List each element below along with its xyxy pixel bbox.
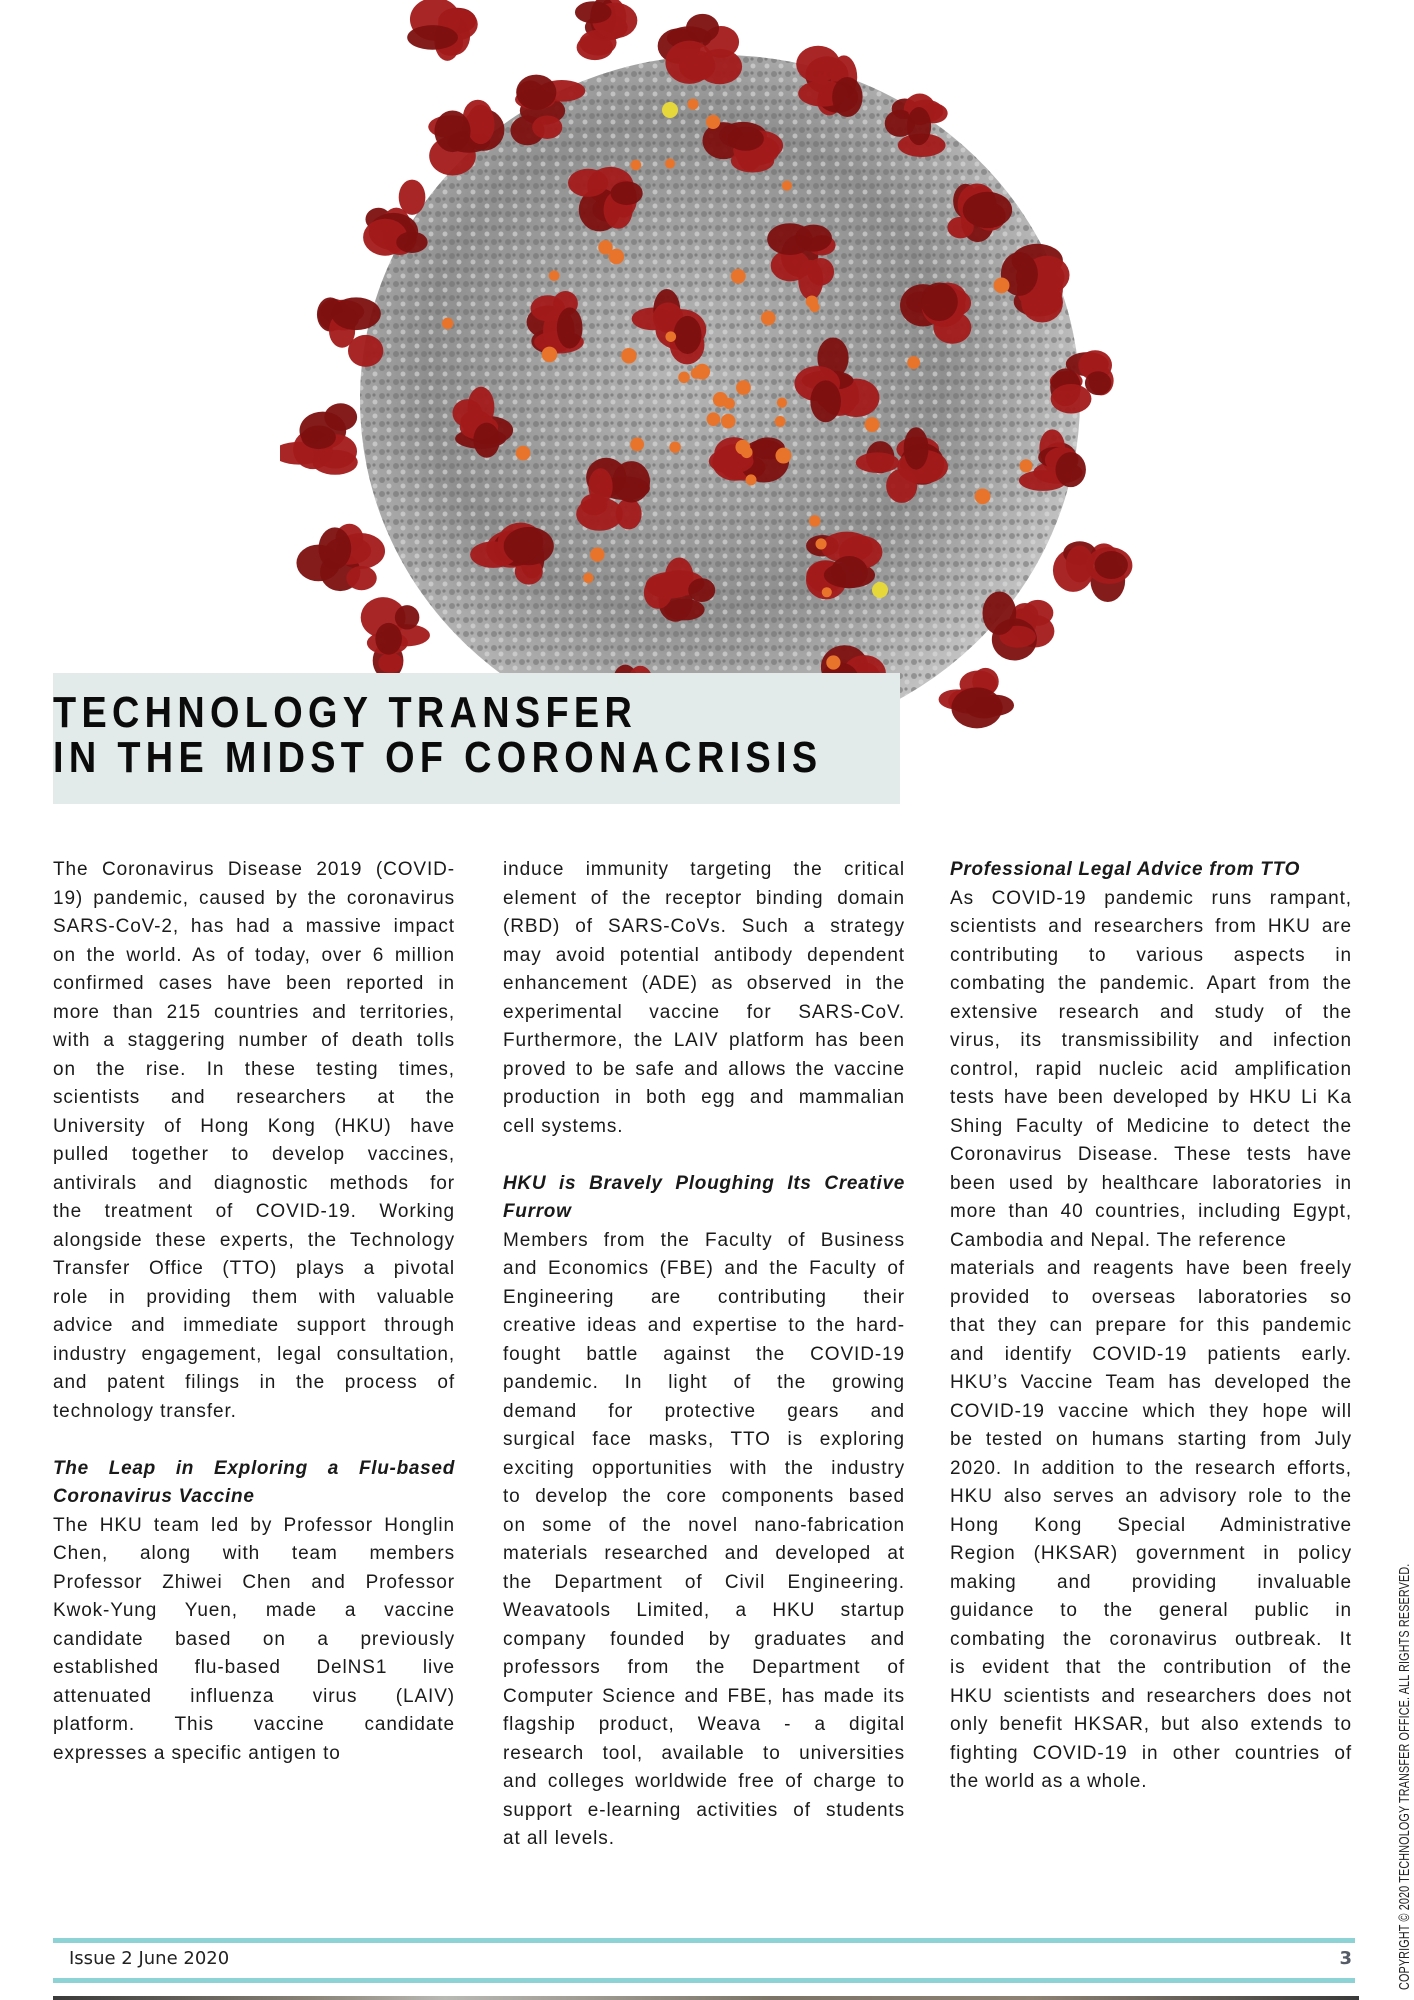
- text-line: Computer Science and FBE, has made its: [503, 1685, 905, 1707]
- text-line: and patent filings in the process of: [53, 1372, 455, 1393]
- text-line: Members from the Faculty of Business: [503, 1229, 905, 1251]
- footer-divider-bottom: [53, 1978, 1355, 1983]
- membrane-protein-dot: [714, 393, 727, 406]
- membrane-protein-dot: [542, 347, 558, 363]
- membrane-protein-dot: [735, 440, 750, 455]
- membrane-protein-dot: [665, 159, 675, 169]
- issue-label: Issue 2 June 2020: [69, 1948, 230, 1969]
- text-line: role in providing them with valuable: [53, 1286, 455, 1308]
- article-column-2: [503, 856, 905, 1854]
- text-line: fought battle against the COVID-19: [503, 1343, 905, 1365]
- membrane-protein-dot: [826, 655, 840, 669]
- text-line: and Economics (FBE) and the Faculty of: [503, 1258, 905, 1279]
- spike-protein: [1053, 541, 1132, 602]
- membrane-protein-dot: [621, 348, 636, 363]
- text-line: be tested on humans starting from July: [950, 1429, 1352, 1450]
- heading-line: Furrow: [503, 1201, 572, 1222]
- membrane-protein-dot: [549, 270, 560, 281]
- text-line: is evident that the contribution of the: [950, 1657, 1352, 1678]
- text-line: been used by healthcare laboratories in: [950, 1172, 1352, 1194]
- text-line: candidate based on a previously: [53, 1628, 455, 1650]
- text-line: HKU also serves an advisory role to the: [950, 1486, 1352, 1507]
- membrane-protein-dot: [721, 414, 736, 429]
- membrane-protein-dot: [516, 446, 531, 461]
- paragraph: [950, 885, 1352, 1797]
- text-line: flagship product, Weava - a digital: [503, 1714, 905, 1735]
- text-line: expresses a specific antigen to: [53, 1742, 341, 1764]
- text-line: combating the coronavirus outbreak. It: [950, 1628, 1352, 1650]
- spike-protein: [280, 403, 358, 474]
- text-line: more than 40 countries, including Egypt,: [950, 1201, 1352, 1222]
- text-line: University of Hong Kong (HKU) have: [53, 1115, 455, 1137]
- text-line: cell systems.: [503, 1115, 624, 1137]
- text-line: on the rise. In these testing times,: [53, 1058, 455, 1080]
- section-heading: [950, 856, 1352, 885]
- text-line: surgical face masks, TTO is exploring: [503, 1429, 905, 1450]
- membrane-protein-dot: [678, 372, 690, 384]
- text-line: company founded by graduates and: [503, 1628, 905, 1650]
- text-line: 2020. In addition to the research efforts,: [950, 1457, 1352, 1479]
- text-line: control, rapid nucleic acid amplification: [950, 1058, 1352, 1080]
- text-line: Cambodia and Nepal. The reference: [950, 1229, 1287, 1251]
- page-number: 3: [1339, 1948, 1352, 1969]
- membrane-protein-dot: [736, 380, 751, 395]
- membrane-protein-dot: [1019, 459, 1032, 472]
- text-line: HKU scientists and researchers does not: [950, 1685, 1352, 1707]
- title-box: [53, 673, 900, 804]
- text-line: provided to overseas laboratories so: [950, 1286, 1352, 1308]
- page-title-line-1: TECHNOLOGY TRANSFER: [53, 688, 638, 737]
- membrane-protein-dot: [809, 515, 821, 527]
- membrane-protein-dot: [631, 160, 642, 171]
- text-line: more than 215 countries and territories,: [53, 1001, 455, 1023]
- membrane-protein-dot: [630, 437, 644, 451]
- text-line: Hong Kong Special Administrative: [950, 1514, 1352, 1536]
- spike-protein: [527, 291, 584, 353]
- text-line: antivirals and diagnostic methods for: [53, 1172, 455, 1194]
- paragraph: [53, 856, 455, 1426]
- spike-protein: [982, 591, 1054, 660]
- text-line: pulled together to develop vaccines,: [53, 1144, 455, 1165]
- text-line: professors from the Department of: [503, 1657, 905, 1678]
- text-line: at all levels.: [503, 1828, 615, 1849]
- footer-divider-top: [53, 1938, 1355, 1943]
- membrane-protein-dot: [609, 249, 625, 265]
- paragraph: [503, 1227, 905, 1854]
- text-line: Kwok-Yung Yuen, made a vaccine: [53, 1600, 455, 1621]
- text-line: HKU’s Vaccine Team has developed the: [950, 1372, 1352, 1393]
- membrane-protein-dot: [731, 269, 746, 284]
- text-line: platform. This vaccine candidate: [53, 1714, 455, 1735]
- text-line: induce immunity targeting the critical: [503, 859, 905, 880]
- text-line: research tool, available to universities: [503, 1742, 905, 1764]
- spike-protein: [658, 14, 742, 84]
- text-line: the Department of Civil Engineering.: [503, 1571, 905, 1593]
- paragraph: [53, 1512, 455, 1769]
- envelope-protein-dot: [872, 582, 888, 598]
- text-line: alongside these experts, the Technology: [53, 1229, 455, 1251]
- section-heading: [503, 1170, 905, 1227]
- text-line: virus, its transmissibility and infection: [950, 1030, 1352, 1051]
- membrane-protein-dot: [583, 573, 593, 583]
- text-line: demand for protective gears and: [503, 1400, 905, 1422]
- text-line: 19) pandemic, caused by the coronavirus: [53, 887, 455, 909]
- text-line: technology transfer.: [53, 1400, 237, 1422]
- membrane-protein-dot: [707, 412, 721, 426]
- membrane-protein-dot: [761, 311, 776, 326]
- paragraph-spacer: [53, 1426, 455, 1455]
- membrane-protein-dot: [775, 448, 791, 464]
- text-line: element of the receptor binding domain: [503, 887, 905, 909]
- membrane-protein-dot: [665, 331, 676, 342]
- membrane-protein-dot: [782, 180, 792, 190]
- section-heading: [53, 1455, 455, 1512]
- coronavirus-icon: [280, 0, 1150, 760]
- membrane-protein-dot: [746, 474, 757, 485]
- envelope-protein-dot: [662, 102, 678, 118]
- membrane-protein-dot: [687, 99, 698, 110]
- spike-protein: [296, 524, 385, 591]
- spike-protein: [939, 668, 1014, 728]
- text-line: creative ideas and expertise to the hard-: [503, 1315, 905, 1336]
- text-line: contributing to various aspects in: [950, 944, 1352, 966]
- text-line: on some of the novel nano-fabrication: [503, 1514, 905, 1536]
- coronavirus-illustration: [280, 0, 1150, 760]
- text-line: Shing Faculty of Medicine to detect the: [950, 1115, 1352, 1137]
- text-line: proved to be safe and allows the vaccine: [503, 1058, 905, 1080]
- membrane-protein-dot: [777, 398, 787, 408]
- text-line: exciting opportunities with the industry: [503, 1457, 905, 1479]
- text-line: The HKU team led by Professor Honglin: [53, 1514, 455, 1536]
- membrane-protein-dot: [775, 416, 786, 427]
- membrane-protein-dot: [806, 295, 818, 307]
- heading-line: Professional Legal Advice from TTO: [950, 859, 1301, 880]
- copyright-text: COPYRIGHT © 2020 TECHNOLOGY TRANSFER OFFICE. ALL RIGHTS RESERVED.: [1396, 1563, 1413, 1990]
- text-line: the treatment of COVID-19. Working: [53, 1201, 455, 1222]
- spike-protein: [361, 597, 430, 679]
- membrane-protein-dot: [994, 277, 1010, 293]
- membrane-protein-dot: [865, 417, 880, 432]
- text-line: extensive research and study of the: [950, 1001, 1352, 1023]
- text-line: The Coronavirus Disease 2019 (COVID-: [53, 859, 455, 880]
- text-line: scientists and researchers from HKU are: [950, 916, 1352, 937]
- text-line: tests have been developed by HKU Li Ka: [950, 1087, 1352, 1108]
- paragraph-spacer: [503, 1141, 905, 1170]
- text-line: pandemic. In light of the growing: [503, 1372, 905, 1393]
- article-column-1: [53, 856, 455, 1768]
- text-line: enhancement (ADE) as observed in the: [503, 973, 905, 994]
- text-line: Weavatools Limited, a HKU startup: [503, 1600, 905, 1621]
- membrane-protein-dot: [706, 115, 720, 129]
- membrane-protein-dot: [442, 318, 453, 329]
- heading-line: Coronavirus Vaccine: [53, 1486, 255, 1507]
- text-line: on the world. As of today, over 6 million: [53, 944, 455, 966]
- text-line: advice and immediate support through: [53, 1315, 455, 1336]
- text-line: Coronavirus Disease. These tests have: [950, 1144, 1352, 1165]
- text-line: with a staggering number of death tolls: [53, 1030, 455, 1051]
- text-line: making and providing invaluable: [950, 1571, 1352, 1593]
- heading-line: HKU is Bravely Ploughing Its Creative: [503, 1172, 905, 1194]
- text-line: Professor Zhiwei Chen and Professor: [53, 1571, 455, 1593]
- text-line: attenuated influenza virus (LAIV): [53, 1685, 455, 1707]
- text-line: COVID-19 vaccine which they hope will: [950, 1400, 1352, 1422]
- paragraph: [503, 856, 905, 1141]
- text-line: materials researched and developed at: [503, 1543, 905, 1564]
- text-line: materials and reagents have been freely: [950, 1258, 1352, 1279]
- text-line: fighting COVID-19 in other countries of: [950, 1742, 1352, 1764]
- text-line: combating the pandemic. Apart from the: [950, 973, 1352, 994]
- membrane-protein-dot: [816, 538, 827, 549]
- text-line: and colleges worldwide free of charge to: [503, 1771, 905, 1792]
- heading-line: The Leap in Exploring a Flu-based: [53, 1457, 455, 1479]
- text-line: (RBD) of SARS-CoVs. Such a strategy: [503, 916, 905, 937]
- text-line: Engineering are contributing their: [503, 1286, 905, 1308]
- text-line: Transfer Office (TTO) plays a pivotal: [53, 1258, 455, 1279]
- text-line: SARS-CoV-2, has had a massive impact: [53, 916, 455, 937]
- text-line: industry engagement, legal consultation,: [53, 1343, 455, 1365]
- membrane-protein-dot: [590, 547, 604, 561]
- membrane-protein-dot: [975, 488, 991, 504]
- text-line: Furthermore, the LAIV platform has been: [503, 1030, 905, 1051]
- text-line: Region (HKSAR) government in policy: [950, 1543, 1352, 1564]
- page-title-line-2: IN THE MIDST OF CORONACRISIS: [53, 733, 823, 782]
- text-line: guidance to the general public in: [950, 1600, 1352, 1621]
- text-line: established flu-based DelNS1 live: [53, 1657, 455, 1678]
- text-line: may avoid potential antibody dependent: [503, 944, 905, 966]
- text-line: scientists and researchers at the: [53, 1087, 455, 1108]
- membrane-protein-dot: [907, 356, 920, 369]
- membrane-protein-dot: [694, 364, 710, 380]
- text-line: As COVID-19 pandemic runs rampant,: [950, 887, 1352, 909]
- bottom-image-strip: [53, 1996, 1359, 2000]
- text-line: Chen, along with team members: [53, 1543, 455, 1564]
- membrane-protein-dot: [822, 587, 832, 597]
- text-line: that they can prepare for this pandemic: [950, 1315, 1352, 1336]
- text-line: support e-learning activities of students: [503, 1799, 905, 1821]
- text-line: production in both egg and mammalian: [503, 1087, 905, 1108]
- text-line: only benefit HKSAR, but also extends to: [950, 1714, 1352, 1735]
- membrane-protein-dot: [669, 442, 680, 453]
- spike-protein: [575, 0, 637, 60]
- text-line: the world as a whole.: [950, 1771, 1148, 1792]
- text-line: confirmed cases have been reported in: [53, 973, 455, 994]
- spike-protein: [407, 0, 478, 61]
- copyright-notice: [1396, 1398, 1414, 1990]
- text-line: experimental vaccine for SARS-CoV.: [503, 1001, 905, 1023]
- text-line: to develop the core components based: [503, 1486, 905, 1507]
- article-column-3: [950, 856, 1352, 1797]
- text-line: and identify COVID-19 patients early.: [950, 1343, 1352, 1365]
